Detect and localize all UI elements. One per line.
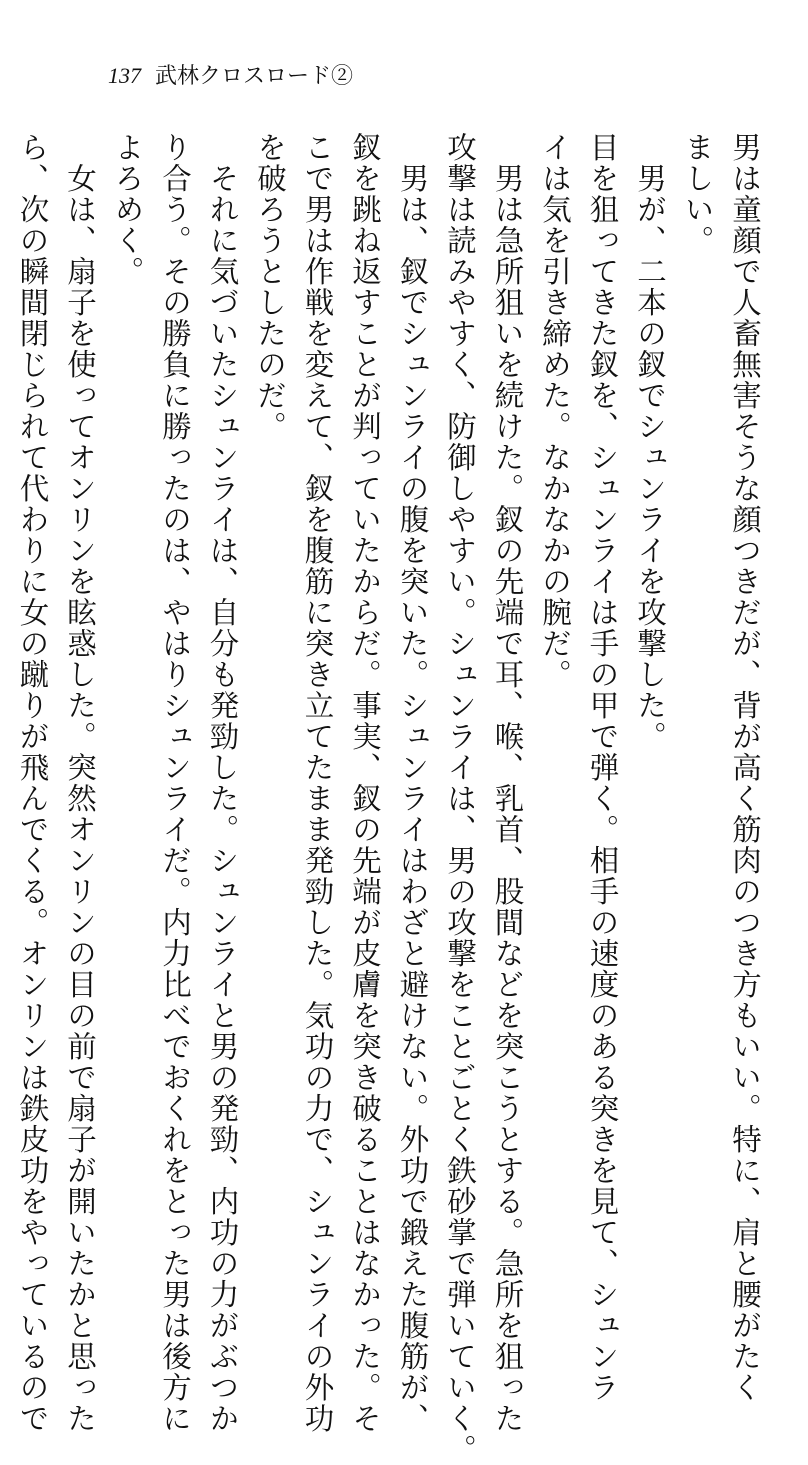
text-line: を破ろうとしたのだ。 (253, 132, 287, 442)
text-line: 男が、二本の釵でシュンライを攻撃した。 (633, 132, 667, 752)
text-line: 男は童顔で人畜無害そうな顔つきだが、背が高く筋肉のつき方もいい。特に、肩と腰がたく (728, 132, 762, 1403)
text-line: イは気を引き締めた。なかなかの腕だ。 (538, 132, 572, 690)
book-title: 武林クロスロード② (155, 64, 354, 89)
running-header (108, 62, 353, 91)
text-line: それに気づいたシュンライは、自分も発勁した。シュンライと男の発勁、内功の力がぶつか (205, 132, 240, 1434)
body-text (15, 132, 768, 1465)
text-line: よろめく。 (110, 132, 145, 287)
text-line: 女は、扇子を使ってオンリンを眩惑した。突然オンリンの目の前で扇子が開いたかと思った (63, 132, 97, 1434)
text-line: 釵を跳ね返すことが判っていたからだ。事実、釵の先端が皮膚を突き破ることはなかった。そ (348, 132, 382, 1434)
text-line: り合う。その勝負に勝ったのは、やはりシュンライだ。内力比べでおくれをとった男は後方に (158, 132, 192, 1434)
text-line: こで男は作戦を変えて、釵を腹筋に突き立てたまま発勁した。気功の力で、シュンライの外功 (300, 132, 335, 1434)
page-number: 137 (108, 63, 141, 88)
text-line: 目を狙ってきた釵を、シュンライは手の甲で弾く。相手の速度のある突きを見て、シュンラ (585, 132, 620, 1403)
text-line: 男は、釵でシュンライの腹を突いた。シュンライはわざと避けない。外功で鍛えた腹筋が、 (395, 132, 430, 1434)
text-line: 男は急所狙いを続けた。釵の先端で耳、喉、乳首、股間などを突こうとする。急所を狙った (490, 132, 525, 1434)
text-line: ら、次の瞬間閉じられて代わりに女の蹴りが飛んでくる。オンリンは鉄皮功をやっているので (15, 132, 50, 1434)
text-line: ましい。 (680, 132, 715, 256)
text-line: 攻撃は読みやすく、防御しやすい。シュンライは、男の攻撃をことごとく鉄砂掌で弾いていく。 (443, 132, 477, 1465)
